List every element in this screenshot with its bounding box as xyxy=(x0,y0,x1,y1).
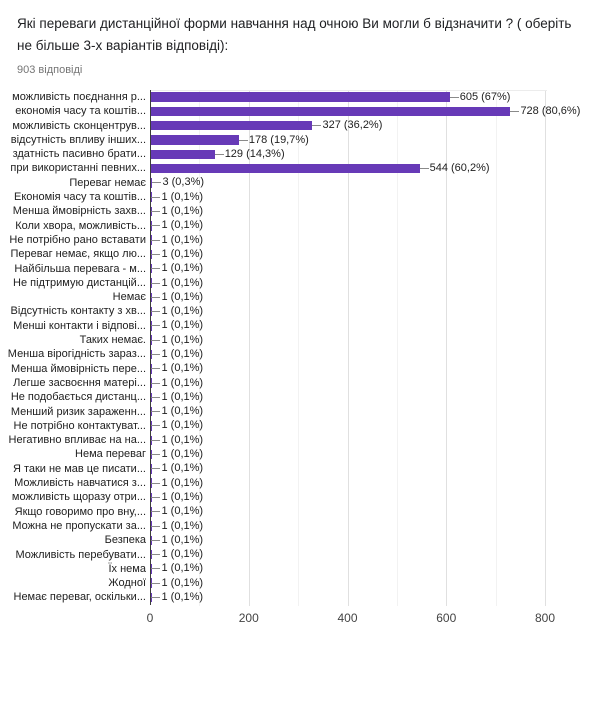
chart-row xyxy=(2,519,602,533)
bar-track xyxy=(148,347,602,361)
row-label: Безпека xyxy=(2,533,146,547)
annotation-stem xyxy=(152,182,161,183)
bar xyxy=(151,150,215,160)
chart-row xyxy=(2,362,602,376)
bar-value-label: 327 (36,2%) xyxy=(322,120,382,131)
annotation-stem xyxy=(151,454,160,455)
bar-track xyxy=(148,519,602,533)
row-label: Немає переваг, оскільки... xyxy=(2,590,146,604)
chart-row xyxy=(2,419,602,433)
bar-value-label: 1 (0,1%) xyxy=(161,535,203,546)
bar xyxy=(151,107,510,117)
chart-row xyxy=(2,462,602,476)
chart-row xyxy=(2,490,602,504)
x-tick-label: 0 xyxy=(125,611,175,625)
row-label: Жодної xyxy=(2,576,146,590)
bar-track xyxy=(148,405,602,419)
bar-track xyxy=(148,490,602,504)
annotation-stem xyxy=(151,225,160,226)
bar-value-label: 1 (0,1%) xyxy=(161,263,203,274)
annotation-stem xyxy=(239,140,248,141)
bar-track xyxy=(148,247,602,261)
annotation-stem xyxy=(151,283,160,284)
row-label: Відсутність контакту з хв... xyxy=(2,304,146,318)
bar-track xyxy=(148,476,602,490)
bar-value-label: 1 (0,1%) xyxy=(161,320,203,331)
row-label: можливість поєднання р... xyxy=(2,90,146,104)
chart-row xyxy=(2,176,602,190)
annotation-stem xyxy=(151,197,160,198)
row-label: Менша ймовірність пере... xyxy=(2,362,146,376)
bar-value-label: 1 (0,1%) xyxy=(161,549,203,560)
chart-rows xyxy=(2,90,602,605)
bar-track xyxy=(148,190,602,204)
chart-row xyxy=(2,119,602,133)
bar-value-label: 1 (0,1%) xyxy=(161,349,203,360)
bar-track xyxy=(148,290,602,304)
bar-track xyxy=(148,462,602,476)
bar-track xyxy=(148,419,602,433)
bar-value-label: 1 (0,1%) xyxy=(161,392,203,403)
bar-value-label: 1 (0,1%) xyxy=(161,306,203,317)
bar-track xyxy=(148,147,602,161)
chart-row xyxy=(2,562,602,576)
bar-value-label: 1 (0,1%) xyxy=(161,578,203,589)
bar-track xyxy=(148,319,602,333)
bar-value-label: 1 (0,1%) xyxy=(161,563,203,574)
bar-value-label: 1 (0,1%) xyxy=(161,592,203,603)
annotation-stem xyxy=(151,497,160,498)
bar-track xyxy=(148,590,602,604)
annotation-stem xyxy=(151,583,160,584)
annotation-stem xyxy=(151,568,160,569)
row-label: Негативно впливає на на... xyxy=(2,433,146,447)
chart-row xyxy=(2,505,602,519)
bar-track xyxy=(148,276,602,290)
annotation-stem xyxy=(151,354,160,355)
bar-value-label: 1 (0,1%) xyxy=(161,420,203,431)
chart-row xyxy=(2,590,602,604)
chart-row xyxy=(2,204,602,218)
row-label: можливість щоразу отри... xyxy=(2,490,146,504)
row-label: Не підтримую дистанцій... xyxy=(2,276,146,290)
row-label: Їх нема xyxy=(2,562,146,576)
chart-row xyxy=(2,219,602,233)
bar-value-label: 178 (19,7%) xyxy=(249,135,309,146)
annotation-stem xyxy=(151,397,160,398)
bar-value-label: 1 (0,1%) xyxy=(161,292,203,303)
annotation-stem xyxy=(151,554,160,555)
row-label: Можливість перебувати... xyxy=(2,548,146,562)
x-tick-label: 600 xyxy=(421,611,471,625)
bar-track xyxy=(148,233,602,247)
annotation-stem xyxy=(151,240,160,241)
row-label: Не потрібно рано вставати xyxy=(2,233,146,247)
row-label: Переваг немає xyxy=(2,176,146,190)
chart-row xyxy=(2,476,602,490)
chart-row xyxy=(2,133,602,147)
row-label: Не подобається дистанц... xyxy=(2,390,146,404)
annotation-stem xyxy=(151,311,160,312)
chart-row xyxy=(2,233,602,247)
bar-value-label: 1 (0,1%) xyxy=(161,363,203,374)
x-tick-label: 400 xyxy=(323,611,373,625)
annotation-stem xyxy=(151,211,160,212)
responses-count: 903 відповіді xyxy=(17,64,602,76)
bar-track xyxy=(148,204,602,218)
bar-value-label: 1 (0,1%) xyxy=(161,435,203,446)
bar xyxy=(151,121,312,131)
chart-row xyxy=(2,447,602,461)
bar xyxy=(151,92,450,102)
annotation-stem xyxy=(151,597,160,598)
row-label: здатність пасивно брати... xyxy=(2,147,146,161)
chart-row xyxy=(2,276,602,290)
annotation-stem xyxy=(151,325,160,326)
annotation-stem xyxy=(151,526,160,527)
chart-row xyxy=(2,390,602,404)
row-label: при використанні певних... xyxy=(2,161,146,175)
row-label: Економія часу та коштів... xyxy=(2,190,146,204)
row-label: економія часу та коштів... xyxy=(2,104,146,118)
chart-row xyxy=(2,161,602,175)
bar-value-label: 1 (0,1%) xyxy=(161,235,203,246)
chart-row xyxy=(2,548,602,562)
annotation-stem xyxy=(151,468,160,469)
bar-value-label: 1 (0,1%) xyxy=(161,478,203,489)
chart-row xyxy=(2,319,602,333)
row-label: Можливість навчатися з... xyxy=(2,476,146,490)
row-label: Коли хвора, можливість... xyxy=(2,219,146,233)
bar-value-label: 1 (0,1%) xyxy=(161,335,203,346)
form-results-card xyxy=(0,13,602,713)
bar-chart xyxy=(2,90,602,640)
row-label: Таких немає. xyxy=(2,333,146,347)
annotation-stem xyxy=(450,97,459,98)
chart-row xyxy=(2,190,602,204)
row-label: Нема переваг xyxy=(2,447,146,461)
bar-value-label: 1 (0,1%) xyxy=(161,521,203,532)
annotation-stem xyxy=(215,154,224,155)
bar xyxy=(151,135,239,145)
chart-row xyxy=(2,333,602,347)
chart-row xyxy=(2,290,602,304)
annotation-stem xyxy=(151,425,160,426)
chart-row xyxy=(2,304,602,318)
chart-row xyxy=(2,104,602,118)
bar-value-label: 1 (0,1%) xyxy=(161,220,203,231)
bar-value-label: 3 (0,3%) xyxy=(162,177,204,188)
row-label: Найбільша перевага - м... xyxy=(2,262,146,276)
x-axis xyxy=(2,611,602,627)
bar-track xyxy=(148,505,602,519)
chart-row xyxy=(2,247,602,261)
row-label: Не потрібно контактуват... xyxy=(2,419,146,433)
chart-row xyxy=(2,433,602,447)
annotation-stem xyxy=(151,297,160,298)
bar-track xyxy=(148,447,602,461)
bar-track xyxy=(148,333,602,347)
row-label: можливість сконцентрув... xyxy=(2,119,146,133)
chart-row xyxy=(2,405,602,419)
bar-value-label: 1 (0,1%) xyxy=(161,449,203,460)
annotation-stem xyxy=(151,440,160,441)
chart-row xyxy=(2,533,602,547)
row-label: Я таки не мав це писати... xyxy=(2,462,146,476)
row-label: Можна не пропускати за... xyxy=(2,519,146,533)
annotation-stem xyxy=(151,540,160,541)
bar-track xyxy=(148,104,602,118)
chart-row xyxy=(2,347,602,361)
bar-track xyxy=(148,161,602,175)
x-tick-label: 200 xyxy=(224,611,274,625)
bar-value-label: 1 (0,1%) xyxy=(161,206,203,217)
bar-value-label: 1 (0,1%) xyxy=(161,492,203,503)
annotation-stem xyxy=(151,411,160,412)
bar-track xyxy=(148,133,602,147)
bar-value-label: 129 (14,3%) xyxy=(225,149,285,160)
bar-track xyxy=(148,390,602,404)
bar-value-label: 544 (60,2%) xyxy=(430,163,490,174)
annotation-stem xyxy=(151,340,160,341)
annotation-stem xyxy=(151,483,160,484)
x-tick-label: 800 xyxy=(520,611,570,625)
annotation-stem xyxy=(420,168,429,169)
bar-track xyxy=(148,90,602,104)
bar-value-label: 605 (67%) xyxy=(460,92,511,103)
bar-track xyxy=(148,119,602,133)
row-label: Менші контакти і відпові... xyxy=(2,319,146,333)
bar-value-label: 1 (0,1%) xyxy=(161,506,203,517)
question-title: Які переваги дистанційної форми навчання над очною Ви могли б відзначити ? ( оберіть не більше 3-х варіантів відповіді): xyxy=(17,13,579,57)
bar-track xyxy=(148,219,602,233)
bar-value-label: 1 (0,1%) xyxy=(161,406,203,417)
chart-row xyxy=(2,376,602,390)
chart-row xyxy=(2,576,602,590)
bar-track xyxy=(148,176,602,190)
row-label: Легше засвоєння матері... xyxy=(2,376,146,390)
annotation-stem xyxy=(151,254,160,255)
annotation-stem xyxy=(312,125,321,126)
annotation-stem xyxy=(151,383,160,384)
bar-track xyxy=(148,533,602,547)
bar-value-label: 1 (0,1%) xyxy=(161,463,203,474)
bar-track xyxy=(148,433,602,447)
bar xyxy=(151,164,420,174)
chart-row xyxy=(2,90,602,104)
chart-row xyxy=(2,147,602,161)
row-label: Немає xyxy=(2,290,146,304)
annotation-stem xyxy=(151,368,160,369)
bar-track xyxy=(148,376,602,390)
bar-track xyxy=(148,262,602,276)
bar-track xyxy=(148,562,602,576)
row-label: Менша ймовірність захв... xyxy=(2,204,146,218)
bar-value-label: 728 (80,6%) xyxy=(520,106,580,117)
chart-row xyxy=(2,262,602,276)
row-label: Якщо говоримо про вну,... xyxy=(2,505,146,519)
annotation-stem xyxy=(510,111,519,112)
bar-value-label: 1 (0,1%) xyxy=(161,378,203,389)
bar-track xyxy=(148,362,602,376)
row-label: Переваг немає, якщо лю... xyxy=(2,247,146,261)
annotation-stem xyxy=(151,268,160,269)
bar-value-label: 1 (0,1%) xyxy=(161,249,203,260)
bar-value-label: 1 (0,1%) xyxy=(161,278,203,289)
bar-value-label: 1 (0,1%) xyxy=(161,192,203,203)
row-label: Менша вірогідність зараз... xyxy=(2,347,146,361)
bar-track xyxy=(148,576,602,590)
bar-track xyxy=(148,548,602,562)
row-label: Менший ризик зараженн... xyxy=(2,405,146,419)
annotation-stem xyxy=(151,511,160,512)
row-label: відсутність впливу інших... xyxy=(2,133,146,147)
bar-track xyxy=(148,304,602,318)
